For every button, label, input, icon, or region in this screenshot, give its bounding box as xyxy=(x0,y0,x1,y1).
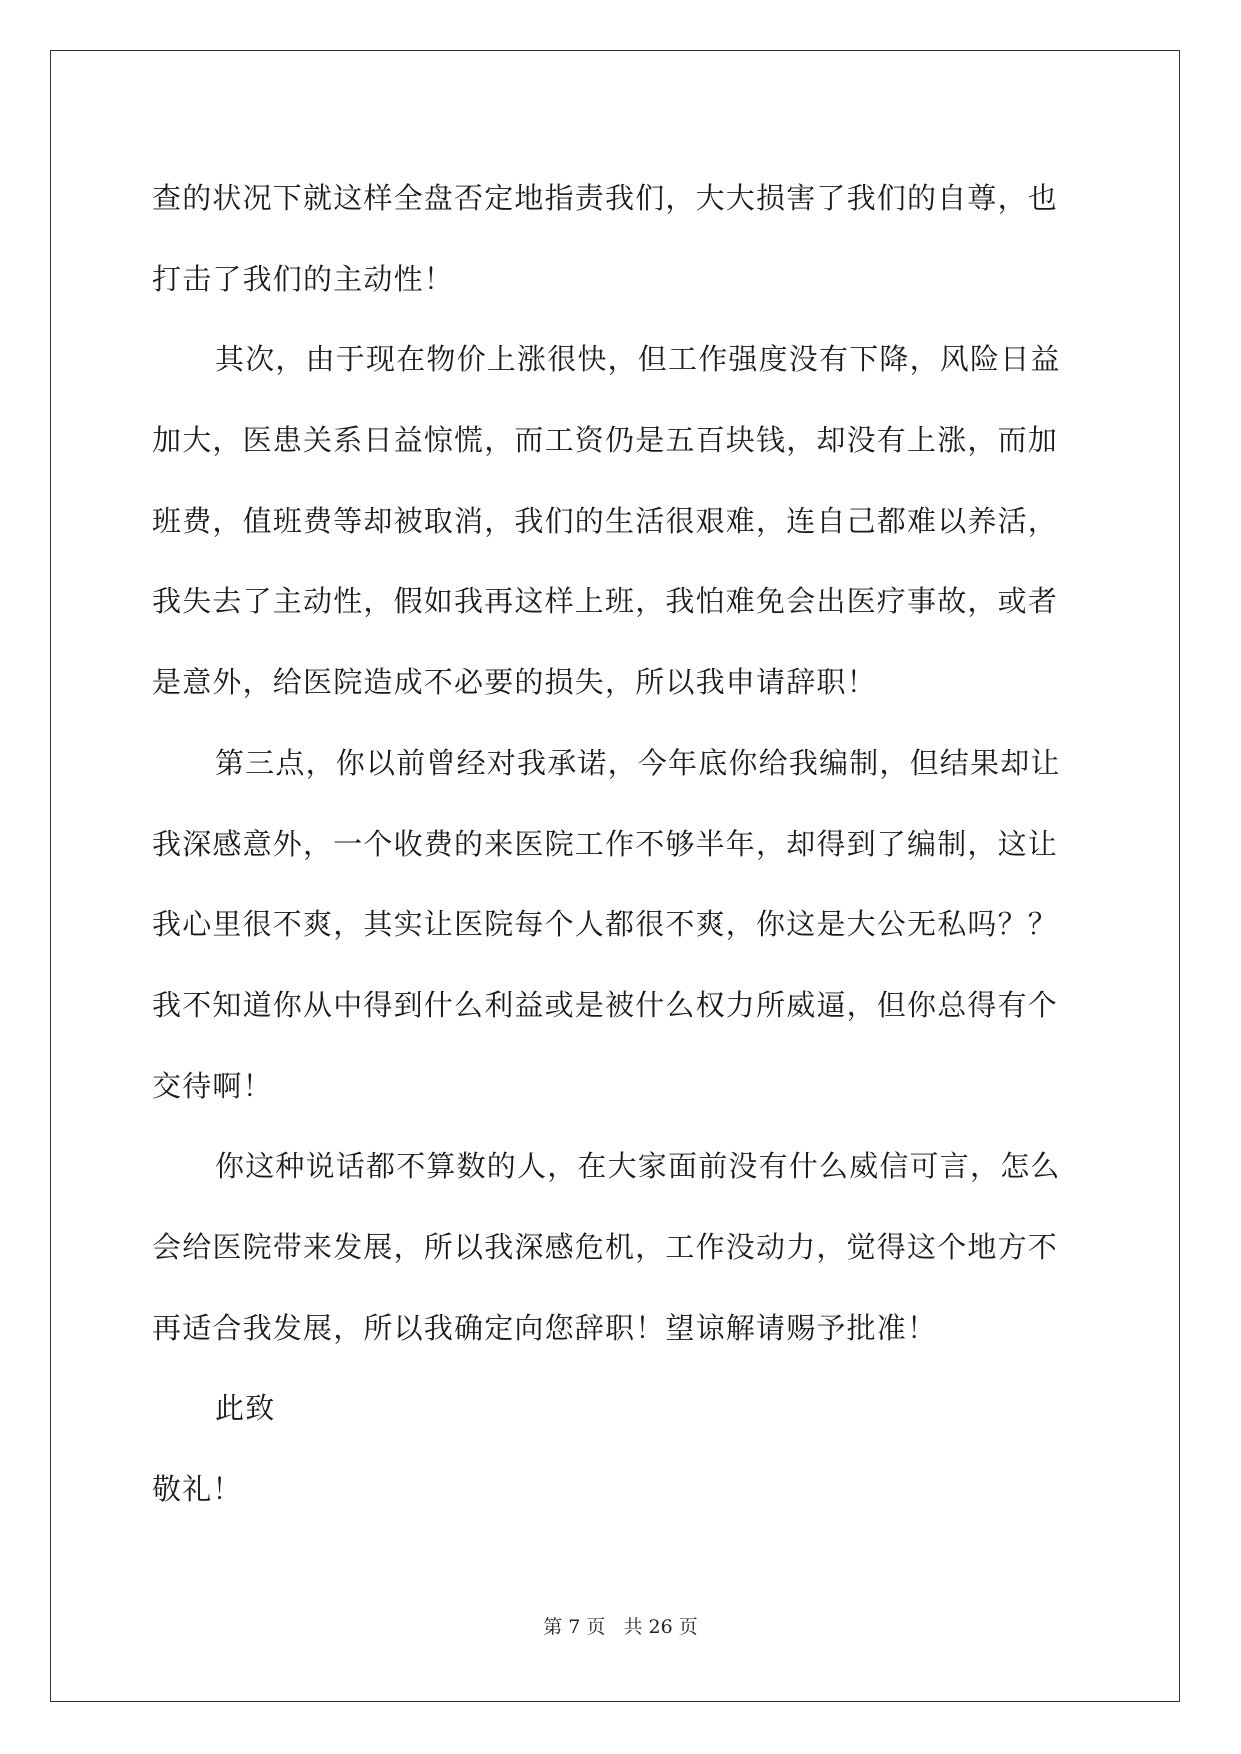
closing-salutation: 此致 xyxy=(215,1391,276,1426)
paragraph-start-line: 其次，由于现在物价上涨很快，但工作强度没有下降，风险日益 xyxy=(215,342,1061,377)
text-line: 查的状况下就这样全盘否定地指责我们，大大损害了我们的自尊，也 xyxy=(152,181,1059,215)
text-line: 交待啊！ xyxy=(152,1068,273,1103)
closing-regards: 敬礼！ xyxy=(152,1472,243,1506)
letter-body xyxy=(152,158,1092,1530)
text-line: 加大，医患关系日益惊慌，而工资仍是五百块钱，却没有上涨，而加 xyxy=(152,423,1059,458)
text-line: 班费，值班费等却被取消，我们的生活很艰难，连自己都难以养活， xyxy=(152,503,1059,538)
text-line: 打击了我们的主动性！ xyxy=(152,261,455,296)
text-line: 我失去了主动性，假如我再这样上班，我怕难免会出医疗事故，或者 xyxy=(152,584,1059,619)
paragraph-start-line: 第三点，你以前曾经对我承诺，今年底你给我编制，但结果却让 xyxy=(215,745,1061,780)
text-line: 会给医院带来发展，所以我深感危机，工作没动力，觉得这个地方不 xyxy=(152,1229,1059,1264)
paragraph-start-line: 你这种说话都不算数的人，在大家面前没有什么威信可言，怎么 xyxy=(215,1149,1061,1184)
total-pages: 共 26 页 xyxy=(623,1616,698,1638)
current-page-number: 第 7 页 xyxy=(543,1616,606,1638)
text-line: 我不知道你从中得到什么利益或是被什么权力所威逼，但你总得有个 xyxy=(152,987,1059,1022)
page-footer xyxy=(0,1612,1241,1639)
text-line: 是意外，给医院造成不必要的损失，所以我申请辞职！ xyxy=(152,665,877,700)
text-line: 我深感意外，一个收费的来医院工作不够半年，却得到了编制，这让 xyxy=(152,826,1059,861)
text-line: 我心里很不爽，其实让医院每个人都很不爽，你这是大公无私吗？？ xyxy=(152,907,1059,942)
text-line: 再适合我发展，所以我确定向您辞职！望谅解请赐予批准！ xyxy=(152,1310,938,1345)
